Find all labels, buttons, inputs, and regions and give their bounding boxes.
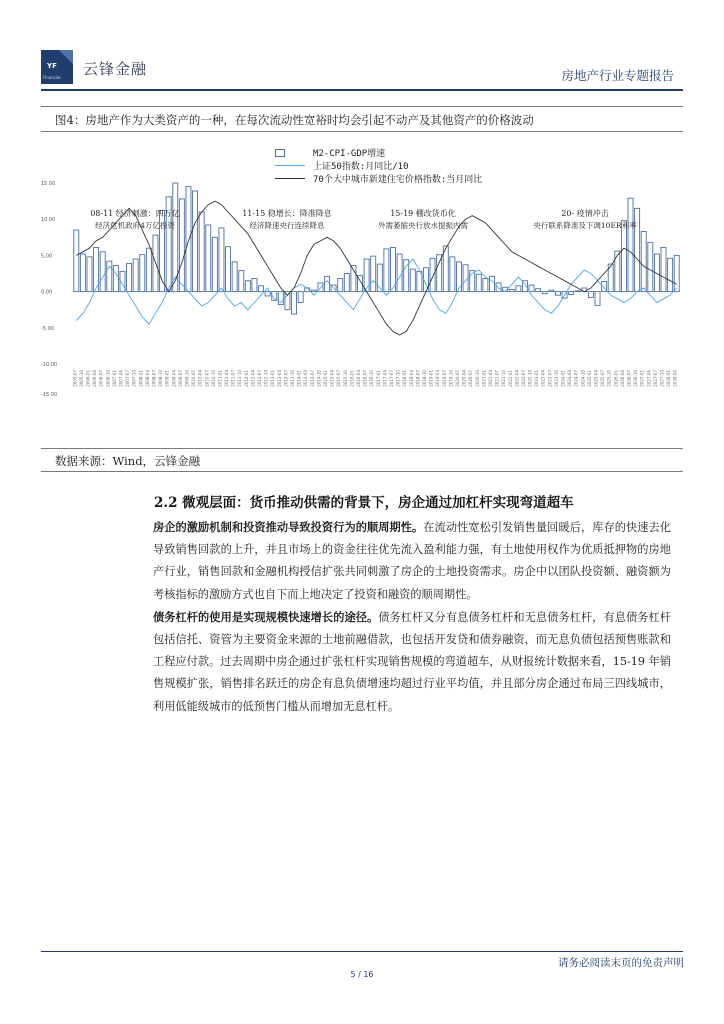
x-tick-label: 2027-01 [639,370,645,387]
bar-m2 [265,292,270,296]
bar-m2 [292,292,297,314]
x-tick-label: 2011-01 [217,370,223,387]
x-tick-label: 2020-01 [454,370,460,387]
section-heading: 2.2 微观层面：货币推动供需的背景下，房企通过加杠杆实现弯道超车 [154,495,574,511]
x-tick-label: 2022-04 [514,370,520,387]
x-tick-label: 2010-07 [204,370,210,387]
annotation-title: 20- 疫情冲击 [561,209,609,218]
x-tick-label: 2018-04 [408,370,414,387]
x-tick-label: 2019-07 [441,370,447,387]
bar-m2 [80,254,85,292]
x-tick-label: 2009-04 [171,370,177,387]
bar-m2 [668,258,673,291]
x-tick-label: 2013-01 [270,370,276,387]
x-tick-label: 2023-01 [534,370,540,387]
x-tick-label: 2008-07 [151,370,157,387]
report-type: 房地产行业专题报告 [561,68,674,83]
bar-m2 [542,292,547,294]
disclaimer-link[interactable]: 请务必阅读末页的免责声明 [558,957,684,969]
x-tick-label: 2015-01 [323,370,329,387]
x-tick-label: 2014-07 [309,370,315,387]
bar-m2 [489,276,494,291]
x-tick-label: 2025-04 [593,370,599,387]
x-tick-label: 2028-04 [672,370,678,387]
x-tick-label: 2019-10 [448,370,454,387]
x-tick-label: 2012-04 [250,370,256,387]
x-tick-label: 2025-10 [606,370,612,387]
x-tick-label: 2025-01 [586,370,592,387]
bar-m2 [74,230,79,292]
bar-m2 [437,255,442,292]
bar-m2 [661,247,666,291]
bar-m2 [113,266,118,292]
bar-m2 [628,198,633,291]
legend-item-sh50 [275,159,482,172]
bar-m2 [430,258,435,291]
bar-m2 [140,255,145,292]
bar-m2 [483,279,488,292]
annotation-title: 11-15 稳增长：降准降息 [242,209,332,218]
x-tick-label: 2015-07 [336,370,342,387]
x-tick-label: 2016-10 [369,370,375,387]
x-tick-label: 2019-01 [428,370,434,387]
logo-subtext: Financial [43,75,61,80]
figure-title: 图4：房地产作为大类资产的一种，在每次流动性宽裕时均会引起不动产及其他资产的价格波动 [55,113,534,127]
x-tick-label: 2018-07 [415,370,421,387]
paragraph-1 [153,516,671,606]
bar-m2 [219,228,224,292]
bar-m2 [496,283,501,292]
x-tick-label: 2006-01 [85,370,91,387]
legend-item-hp70 [275,172,482,185]
x-tick-label: 2018-01 [402,370,408,387]
x-tick-label: 2008-10 [158,370,164,387]
x-tick-label: 2007-07 [125,370,131,387]
bar-m2 [344,274,349,292]
y-tick-label: -10.00 [41,362,58,368]
bar-m2 [536,289,541,292]
annotation-title: 08-11 经济刺激：四万亿 [90,209,180,218]
x-tick-label: 2021-01 [481,370,487,387]
bar-m2 [555,292,560,296]
bar-m2 [615,251,620,292]
x-tick-label: 2007-04 [118,370,124,387]
x-tick-label: 2024-10 [580,370,586,387]
x-tick-label: 2013-10 [290,370,296,387]
y-tick-label: 0.00 [41,289,53,296]
x-tick-label: 2027-04 [646,370,652,387]
bar-m2 [100,252,105,292]
x-tick-label: 2008-01 [138,370,144,387]
bar-m2 [146,248,151,291]
bar-m2 [641,232,646,292]
x-tick-label: 2017-01 [375,370,381,387]
x-tick-label: 2014-04 [303,370,309,387]
annotation-subtitle: 经济降速央行连续降息 [249,221,325,230]
paragraph-2 [153,606,671,718]
x-tick-label: 2013-04 [276,370,282,387]
logo-text: YF [47,62,57,70]
x-tick-label: 2015-04 [329,370,335,387]
bar-m2 [87,257,92,292]
x-tick-label: 2012-01 [243,370,249,387]
x-tick-label: 2023-07 [547,370,553,387]
page-header [0,0,724,96]
x-tick-label: 2022-10 [527,370,533,387]
bar-m2 [456,262,461,292]
x-tick-label: 2010-04 [197,370,203,387]
bar-m2 [311,290,316,291]
bar-m2 [186,187,191,292]
y-tick-label: -5.00 [41,325,54,332]
x-tick-label: 2026-10 [633,370,639,387]
legend-line-swatch-black [275,178,305,179]
x-tick-label: 2014-10 [316,370,322,387]
x-tick-label: 2027-07 [652,370,658,387]
bar-m2 [476,274,481,291]
x-tick-label: 2011-10 [237,370,243,387]
bar-m2 [232,262,237,292]
x-tick-label: 2018-10 [421,370,427,387]
x-tick-label: 2020-04 [461,370,467,387]
x-tick-label: 2028-01 [666,370,672,387]
x-tick-label: 2012-07 [257,370,263,387]
x-tick-label: 2009-07 [177,370,183,387]
x-tick-label: 2006-04 [92,370,98,387]
bar-m2 [674,255,679,291]
figure-source-bar [41,448,683,472]
bar-m2 [529,285,534,292]
legend-label-m2: M2-CPI-GDP增速 [313,149,386,159]
bar-m2 [338,279,343,292]
annotation-subtitle: 外需萎缩央行放水提振内需 [378,221,468,230]
legend-line-swatch-blue [275,165,305,166]
paragraph-2-body: 债务杠杆又分有息债务杠杆和无息债务杠杆，有息债务杠杆包括信托、资管为主要资金来源的土地前融借款，也包括开发贷和债券融资，而无息负债包括预售账款和工程应付款。过去周期中房企通过扩张杠杆实现销售规模的弯道超车，从财报统计数据来看，15-19 年销售规模扩张，销售排名跃迁的房企有息负债增速均超过行业平均值，并且部分房企通过布局三四线城市，利用低能级城市的低预售门槛从而增加无息杠杆。 [153,610,671,713]
bar-m2 [595,292,600,306]
x-tick-label: 2019-04 [435,370,441,387]
bar-m2 [410,269,415,291]
bar-m2 [193,191,198,292]
legend-bar-swatch [275,149,285,157]
x-tick-label: 2006-07 [98,370,104,387]
x-tick-label: 2023-10 [553,369,559,387]
x-tick-label: 2011-04 [224,370,230,387]
figure-source: 数据来源：Wind，云锋金融 [55,454,201,468]
x-tick-label: 2013-07 [283,370,289,387]
bar-m2 [199,212,204,292]
chart-svg [41,140,685,440]
x-tick-label: 2022-07 [520,370,526,387]
x-tick-label: 2021-04 [487,370,493,387]
brand-name: 云锋金融 [83,60,148,78]
x-tick-label: 2016-07 [362,370,368,387]
y-tick-label: -15.00 [41,392,58,398]
x-tick-label: 2024-04 [567,370,573,387]
paragraph-1-lead: 房企的激励机制和投资推动导致投资行为的顺周期性。 [153,520,424,534]
x-tick-label: 2026-04 [619,370,625,387]
x-tick-label: 2021-07 [494,370,500,387]
x-tick-label: 2007-01 [111,370,117,387]
x-tick-label: 2008-04 [144,370,150,387]
x-tick-label: 2015-10 [342,370,348,387]
company-logo [41,50,73,84]
x-tick-label: 2021-10 [501,370,507,387]
bar-m2 [179,199,184,292]
x-tick-label: 2005-07 [72,370,78,387]
figure-chart [41,140,685,440]
legend-item-m2 [275,146,482,159]
x-tick-label: 2020-10 [474,370,480,387]
body-text [153,516,671,718]
bar-m2 [516,286,521,292]
x-tick-label: 2011-07 [230,370,236,387]
bar-m2 [450,257,455,292]
bar-m2 [252,279,257,292]
x-tick-label: 2027-10 [659,370,665,387]
x-tick-label: 2005-10 [78,370,84,387]
x-tick-label: 2024-07 [573,370,579,387]
x-tick-label: 2012-10 [263,370,269,387]
bar-m2 [259,286,264,292]
x-tick-label: 2009-01 [164,370,170,387]
header-divider [41,89,683,91]
x-tick-label: 2026-01 [613,370,619,387]
y-tick-label: 5.00 [41,253,53,260]
x-tick-label: 2006-10 [105,370,111,387]
x-tick-label: 2016-04 [356,370,362,387]
bar-m2 [509,289,514,291]
bar-m2 [206,225,211,292]
x-tick-label: 2017-07 [388,370,394,387]
bar-m2 [371,256,376,291]
x-tick-label: 2020-07 [468,370,474,387]
bar-m2 [298,292,303,303]
footer-divider [41,951,683,952]
bar-m2 [325,276,330,291]
figure-title-bar [41,106,683,132]
annotation-subtitle: 经济危机政府4万亿投资 [95,221,175,230]
bar-m2 [588,292,593,298]
bar-m2 [384,249,389,292]
x-tick-label: 2010-01 [191,370,197,387]
paragraph-2-lead: 债务杠杆的使用是实现规模快速增长的途径。 [153,609,379,624]
legend-label-hp70: 70个大中城市新建住宅价格指数:当月同比 [313,175,483,185]
bar-m2 [397,254,402,292]
annotation-title: 15-19 棚改货币化 [390,209,456,218]
bar-m2 [569,292,574,295]
x-tick-label: 2009-10 [184,370,190,387]
x-tick-label: 2014-01 [296,370,302,387]
bar-m2 [245,281,250,292]
x-tick-label: 2017-10 [395,370,401,387]
paragraph-1-body: 在流动性宽松引发销售量回暖后，库存的快速去化导致销售回款的上升，并且市场上的资金往往优先流入盈利能力强，有土地使用权作为优质抵押物的房地产行业，销售回款和金融机构授信扩张共同刺激了房企的土地投资需求。房企中以团队投资额、融资额为考核指标的激励方式也自下而上地决定了投资和融资的顺周期性。 [153,521,671,601]
x-tick-label: 2016-01 [349,370,355,387]
x-tick-label: 2010-10 [210,370,216,387]
bar-m2 [648,242,653,291]
x-tick-label: 2026-07 [626,370,632,387]
x-tick-label: 2017-04 [382,370,388,387]
bar-m2 [133,259,138,292]
bar-m2 [127,263,132,291]
bar-m2 [285,292,290,310]
x-tick-label: 2023-04 [540,370,546,387]
bar-m2 [621,221,626,292]
chart-legend [275,146,482,185]
bar-m2 [575,291,580,292]
bar-m2 [239,271,244,292]
y-tick-label: 15.00 [41,181,56,187]
x-tick-label: 2022-01 [507,370,513,387]
x-tick-label: 2007-10 [131,370,137,387]
bar-m2 [212,237,217,291]
annotation-subtitle: 央行联系降准及下调10ER利率 [533,221,637,230]
y-tick-label: 10.00 [41,217,56,224]
x-tick-label: 2025-07 [600,370,606,387]
logo-triangle-icon [59,50,73,64]
page-number: 5 / 16 [350,970,374,979]
x-tick-label: 2024-01 [560,370,566,387]
bar-m2 [226,247,231,292]
legend-label-sh50: 上证50指数:月同比/10 [313,162,409,172]
bar-m2 [549,290,554,291]
